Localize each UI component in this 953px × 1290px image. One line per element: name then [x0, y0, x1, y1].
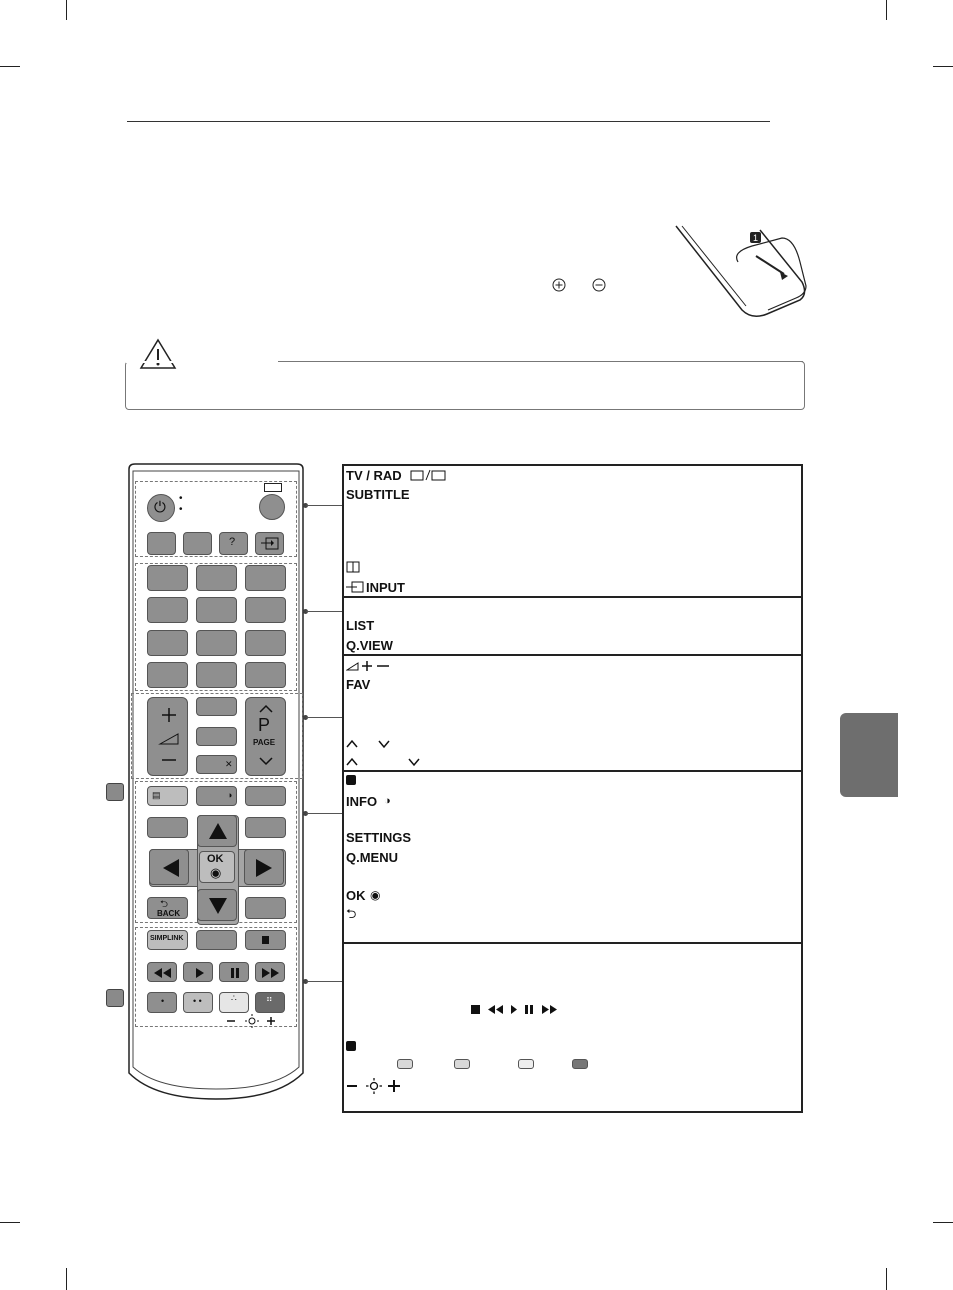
chapter-tab	[840, 713, 898, 797]
leader-line	[306, 981, 342, 982]
header-rule	[127, 121, 770, 122]
label-list: LIST	[346, 618, 375, 633]
crop-mark	[66, 1268, 67, 1290]
panel-divider	[342, 942, 803, 944]
book-icon: ?	[229, 536, 236, 548]
key-button[interactable]	[196, 727, 237, 746]
qmenu-button[interactable]	[245, 817, 286, 838]
caution-rule	[278, 361, 803, 362]
brightness-adjust-icon	[346, 1078, 402, 1094]
fav-button[interactable]	[196, 697, 237, 716]
power-icon: ⏻	[154, 499, 166, 516]
settings-button[interactable]	[147, 817, 188, 838]
number-badge-1	[346, 775, 356, 785]
info-button[interactable]	[196, 786, 237, 806]
arrow-down-icon	[208, 897, 228, 915]
label-ok: OK	[346, 888, 366, 903]
panel-divider	[342, 654, 803, 656]
info-icon: ◑	[227, 790, 233, 800]
chevron-up-icon	[258, 704, 274, 714]
chevron-down-icon	[258, 756, 274, 766]
input-button[interactable]	[255, 532, 284, 555]
page-label: PAGE	[253, 738, 276, 747]
crop-mark	[0, 66, 20, 67]
remote-back-illustration	[672, 222, 812, 322]
number-button[interactable]	[196, 630, 237, 656]
number-button[interactable]	[245, 565, 286, 591]
arrow-up-icon	[208, 822, 228, 840]
simplink-label: SIMPLINK	[150, 935, 184, 942]
arrow-right-icon	[255, 858, 273, 878]
key-button[interactable]	[183, 532, 212, 555]
back-label: BACK	[157, 909, 181, 918]
number-button[interactable]	[196, 565, 237, 591]
label-qmenu: Q.MENU	[346, 850, 398, 865]
chevron-up-down-icon	[346, 739, 396, 749]
right-button[interactable]	[244, 849, 284, 885]
stop-button[interactable]	[245, 930, 286, 950]
book-icon	[346, 561, 360, 573]
key-button[interactable]	[147, 532, 176, 555]
left-button[interactable]	[149, 849, 189, 885]
chevron-up-down-icon	[346, 757, 426, 767]
svg-text:1: 1	[753, 233, 759, 243]
playback-icons	[470, 1004, 562, 1016]
color-key-3-icon	[518, 1059, 534, 1069]
leader-line	[306, 505, 342, 506]
number-button[interactable]	[196, 597, 237, 623]
description-panel	[342, 464, 803, 1113]
callout-tag-2	[106, 989, 124, 1007]
tv-rad-button[interactable]	[259, 494, 285, 520]
crop-mark	[886, 1268, 887, 1290]
stop-icon	[262, 936, 269, 944]
power-button[interactable]	[147, 494, 175, 522]
ok-label: OK	[207, 853, 224, 865]
play-icon	[195, 968, 205, 978]
color-key-2-icon	[454, 1059, 470, 1069]
crop-mark	[66, 0, 67, 20]
panel-divider	[342, 596, 803, 598]
fast-forward-button[interactable]	[255, 962, 285, 982]
play-button[interactable]	[183, 962, 213, 982]
color-key-1-icon	[397, 1059, 413, 1069]
return-icon: ⮌	[160, 899, 169, 910]
ok-icon: ◉	[210, 865, 222, 880]
ok-icon: ◉	[370, 888, 381, 902]
crop-mark	[933, 1222, 953, 1223]
fast-forward-icon	[261, 968, 281, 978]
up-button[interactable]	[197, 815, 237, 847]
number-button[interactable]	[147, 630, 188, 656]
rewind-icon	[153, 968, 173, 978]
color-key-2[interactable]: • •	[183, 992, 213, 1013]
label-subtitle: SUBTITLE	[346, 487, 410, 502]
caution-box	[125, 361, 805, 410]
label-settings: SETTINGS	[346, 830, 412, 845]
teletext-button[interactable]	[147, 786, 188, 806]
simplink-button[interactable]	[147, 930, 188, 950]
color-key-1[interactable]: •	[147, 992, 177, 1013]
color-key-3[interactable]: ∴	[219, 992, 249, 1013]
exit-button[interactable]	[245, 897, 286, 919]
crop-mark	[933, 66, 953, 67]
list-button[interactable]	[147, 662, 188, 688]
down-button[interactable]	[197, 889, 237, 921]
page-rocker[interactable]	[245, 697, 286, 776]
key-button[interactable]	[196, 930, 237, 950]
page-p-label: P	[258, 715, 271, 735]
dots-icon: • •	[179, 493, 183, 515]
input-icon	[346, 581, 364, 593]
return-icon: ⮌	[346, 906, 357, 921]
rewind-button[interactable]	[147, 962, 177, 982]
leader-line	[306, 813, 342, 814]
remote-control	[127, 463, 305, 1103]
number-button[interactable]	[147, 597, 188, 623]
number-button[interactable]	[245, 597, 286, 623]
label-fav: FAV	[346, 677, 371, 692]
key-button[interactable]	[245, 786, 286, 806]
pause-button[interactable]	[219, 962, 249, 982]
label-tv-rad: TV / RAD	[346, 468, 402, 483]
number-button[interactable]	[196, 662, 237, 688]
tv-radio-icon	[410, 469, 446, 481]
mute-button[interactable]	[196, 755, 237, 774]
leader-line	[306, 611, 342, 612]
volume-rocker[interactable]	[147, 697, 188, 776]
mute-icon: ✕	[225, 759, 233, 769]
pause-icon	[230, 968, 240, 978]
info-icon: ◑	[384, 795, 391, 807]
number-button[interactable]	[147, 565, 188, 591]
crop-mark	[0, 1222, 20, 1223]
guide-button[interactable]	[219, 532, 248, 555]
tv-radio-icon	[264, 483, 282, 492]
arrow-left-icon	[162, 858, 180, 878]
leader-line	[306, 717, 342, 718]
back-button[interactable]	[147, 897, 188, 919]
number-button[interactable]	[245, 630, 286, 656]
label-input: INPUT	[366, 580, 405, 595]
ok-button[interactable]	[199, 851, 235, 883]
input-icon	[261, 537, 279, 551]
color-key-4[interactable]: ⠛	[255, 992, 285, 1013]
battery-polarity-icon	[551, 277, 621, 293]
crop-mark	[886, 0, 887, 20]
number-badge-2	[346, 1041, 356, 1051]
color-key-4-icon	[572, 1059, 588, 1069]
panel-divider	[342, 770, 803, 772]
label-qview: Q.VIEW	[346, 638, 393, 653]
volume-icon	[156, 706, 182, 768]
label-info: INFO	[346, 794, 378, 809]
teletext-icon: ▤	[152, 790, 161, 800]
qview-button[interactable]	[245, 662, 286, 688]
volume-icon	[346, 660, 392, 672]
brightness-adjust-icon	[225, 1014, 285, 1028]
callout-tag-1	[106, 783, 124, 801]
